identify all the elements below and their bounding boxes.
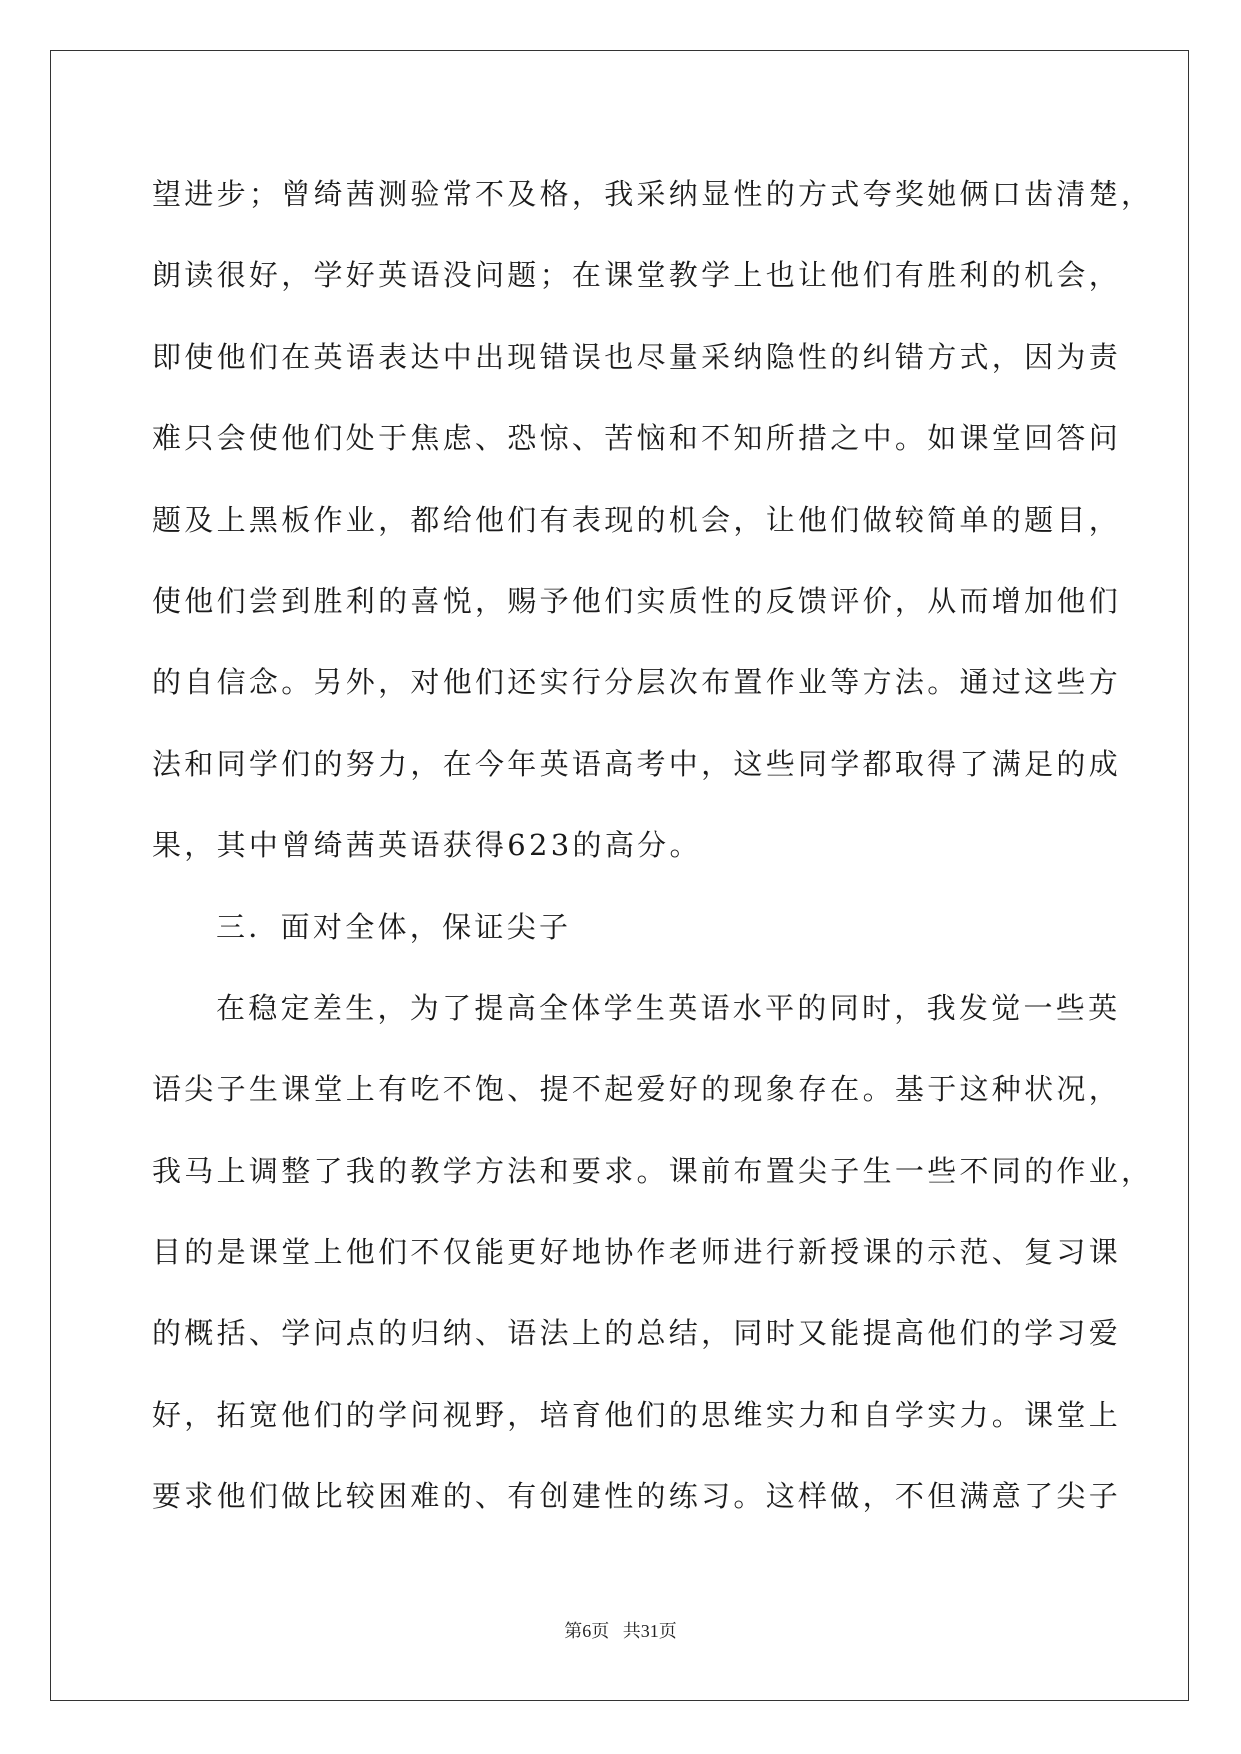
text-line: 望进步；曾绮茜测验常不及格，我采纳显性的方式夸奖她俩口齿清楚， <box>152 177 1154 211</box>
text-line: 语尖子生课堂上有吃不饱、提不起爱好的现象存在。基于这种状况， <box>152 1072 1122 1107</box>
text-line: 法和同学们的努力，在今年英语高考中，这些同学都取得了满足的成 <box>152 746 1122 781</box>
text-line: 朗读很好，学好英语没问题；在课堂教学上也让他们有胜利的机会， <box>152 258 1122 293</box>
text-line: 即使他们在英语表达中出现错误也尽量采纳隐性的纠错方式，因为责 <box>152 339 1122 374</box>
text-line: 果，其中曾绮茜英语获得623的高分。 <box>152 828 702 863</box>
text-line: 好，拓宽他们的学问视野，培育他们的思维实力和自学实力。课堂上 <box>152 1397 1122 1432</box>
section-heading: 三．面对全体，保证尖子 <box>216 909 572 944</box>
page-number-footer: 第6页 共31页 <box>564 1621 677 1641</box>
text-line: 要求他们做比较困难的、有创建性的练习。这样做，不但满意了尖子 <box>152 1479 1122 1514</box>
text-line: 题及上黑板作业，都给他们有表现的机会，让他们做较简单的题目， <box>152 502 1122 537</box>
text-line: 的自信念。另外，对他们还实行分层次布置作业等方法。通过这些方 <box>152 665 1122 700</box>
document-body <box>152 154 1154 1538</box>
text-line: 我马上调整了我的教学方法和要求。课前布置尖子生一些不同的作业， <box>152 1153 1154 1188</box>
text-line: 难只会使他们处于焦虑、恐惊、苦恼和不知所措之中。如课堂回答问 <box>152 421 1122 456</box>
text-line: 使他们尝到胜利的喜悦，赐予他们实质性的反馈评价，从而增加他们 <box>152 583 1122 618</box>
text-line: 在稳定差生，为了提高全体学生英语水平的同时，我发觉一些英 <box>216 990 1121 1025</box>
text-line: 目的是课堂上他们不仅能更好地协作老师进行新授课的示范、复习课 <box>152 1235 1122 1270</box>
text-line: 的概括、学问点的归纳、语法上的总结，同时又能提高他们的学习爱 <box>152 1316 1122 1351</box>
